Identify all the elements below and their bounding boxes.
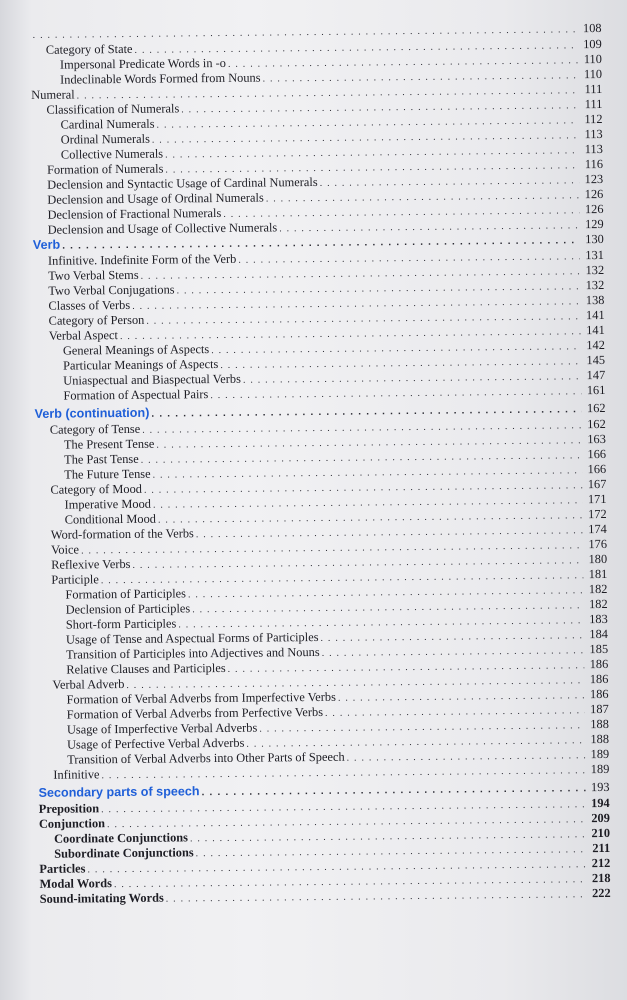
toc-entry-page: 180 xyxy=(588,551,608,567)
toc-entry-page: 130 xyxy=(585,231,604,247)
toc-entry-page: 166 xyxy=(587,461,607,477)
toc-entry-page: 189 xyxy=(590,746,610,762)
toc-entry-title: Infinitive xyxy=(53,767,100,782)
toc-entry-title: Ordinal Numerals xyxy=(60,131,150,147)
toc-entry-page: 126 xyxy=(584,186,604,202)
toc-entry-page: 211 xyxy=(592,840,611,856)
toc-entry-page: 183 xyxy=(589,611,608,627)
toc-entry-page: 222 xyxy=(591,885,611,901)
toc-entry-title: Cardinal Numerals xyxy=(60,116,155,132)
toc-entry-title: Secondary parts of speech xyxy=(38,784,200,800)
toc-entry-title: Two Verbal Conjugations xyxy=(48,282,175,298)
toc-entry-title: Particular Meanings of Aspects xyxy=(63,356,219,373)
toc-entry-page: 176 xyxy=(588,536,608,552)
toc-entry-title: Declension of Participles xyxy=(65,601,191,617)
toc-entry-title: Formation of Numerals xyxy=(46,161,164,177)
toc-entry-title: Word-formation of the Verbs xyxy=(50,526,194,542)
toc-entry-page: 126 xyxy=(584,201,604,217)
toc-entry-title: Collective Numerals xyxy=(60,146,164,162)
toc-entry-page: 141 xyxy=(585,307,605,323)
toc-entry-title: Two Verbal Stems xyxy=(48,267,139,283)
toc-entry-page: 145 xyxy=(586,352,606,368)
toc-entry-page: 189 xyxy=(590,761,610,777)
toc-entry-title: Conjunction xyxy=(38,816,106,831)
toc-entry-title: Formation of Aspectual Pairs xyxy=(63,387,209,403)
toc-entry-title: Transition of Verbal Adverbs into Other Parts of Speech xyxy=(67,749,345,767)
toc-entry-page: 172 xyxy=(588,506,607,522)
toc-entry-title: Modal Words xyxy=(39,876,113,891)
toc-entry-page: 142 xyxy=(586,337,605,353)
dot-leader xyxy=(210,384,581,403)
toc-entry-title: Formation of Participles xyxy=(65,586,187,602)
toc-entry-page: 111 xyxy=(584,81,603,97)
toc-entry-title: Indeclinable Words Formed from Nouns xyxy=(60,70,261,87)
toc-entry-title: Declension of Fractional Numerals xyxy=(47,205,222,222)
toc-entry-title: Category of Mood xyxy=(50,481,143,497)
toc-entry-title: Usage of Imperfective Verbal Adverbs xyxy=(66,720,258,737)
toc-entry-page: 194 xyxy=(591,795,610,811)
toc-entry-page: 129 xyxy=(584,216,604,232)
toc-entry-title: Verbal Aspect xyxy=(48,328,119,343)
toc-entry-page: 171 xyxy=(587,491,607,507)
toc-entry-page: 108 xyxy=(582,20,602,36)
toc-entry-title: Relative Clauses and Participles xyxy=(66,660,226,677)
toc-entry-title: Voice xyxy=(50,542,80,557)
toc-entry-page: 162 xyxy=(586,400,606,416)
toc-entry-title: General Meanings of Aspects xyxy=(62,342,210,358)
toc-entry-title: Category of State xyxy=(45,41,133,57)
toc-entry-page: 147 xyxy=(586,367,606,383)
toc-entry-page: 132 xyxy=(585,262,605,278)
toc-entry-title: Usage of Tense and Aspectual Forms of Participles xyxy=(65,629,319,647)
toc-entry-page: 188 xyxy=(590,716,609,732)
toc-entry-page: 110 xyxy=(583,51,602,67)
toc-entry-page: 131 xyxy=(585,247,605,263)
toc-entry-page: 210 xyxy=(591,825,611,841)
toc-entry-page: 167 xyxy=(587,476,607,492)
toc-entry-title: Verb (continuation) xyxy=(34,405,150,421)
toc-entry-title: Verbal Adverb xyxy=(52,676,125,692)
toc-entry-page: 212 xyxy=(591,855,611,871)
toc-entry-page: 161 xyxy=(586,382,606,398)
toc-entry-title: Imperative Mood xyxy=(64,496,152,512)
toc-entry-title: Transition of Participles into Adjectives and Nouns xyxy=(66,644,320,662)
toc-entry-title: The Future Tense xyxy=(64,466,151,482)
toc-entry-title: Infinitive. Indefinite Form of the Verb xyxy=(47,251,237,268)
toc-entry-page: 182 xyxy=(588,581,608,597)
toc-entry-title: Impersonal Predicate Words in -o xyxy=(59,55,227,72)
toc-entry-page: 138 xyxy=(585,292,605,308)
toc-entry-page: 182 xyxy=(588,596,608,612)
toc-entry-title: Category of Tense xyxy=(49,421,141,437)
toc-entry-page: 163 xyxy=(587,431,606,447)
toc-entry-page: 174 xyxy=(588,521,607,537)
toc-entry-title: Subordinate Conjunctions xyxy=(54,845,194,861)
toc-entry-title: Formation of Verbal Adverbs from Perfective Verbs xyxy=(66,704,324,722)
toc-entry-page: 110 xyxy=(583,66,603,82)
toc-entry-page: 181 xyxy=(588,566,608,582)
toc-entry-page: 162 xyxy=(587,416,606,432)
toc-entry-title: Verb xyxy=(32,237,61,252)
toc-entry-page: 112 xyxy=(584,111,603,127)
toc-entry-title: Category of Person xyxy=(48,312,145,328)
toc-entry-page: 188 xyxy=(590,731,610,747)
toc-entry-title: Declension and Usage of Ordinal Numerals xyxy=(47,190,264,207)
toc-entry-title: The Present Tense xyxy=(63,436,155,452)
toc-entry-title: Preposition xyxy=(38,801,100,816)
toc-entry-page: 123 xyxy=(584,171,604,187)
toc-entry-title: Short-form Participles xyxy=(65,616,177,632)
toc-entry-title: Numeral xyxy=(31,87,75,102)
toc-entry-title: Particles xyxy=(39,861,86,876)
toc-entry-page: 218 xyxy=(591,870,611,886)
dot-leader xyxy=(166,887,587,906)
toc-entry-title: Formation of Verbal Adverbs from Imperfective Verbs xyxy=(66,689,336,707)
toc-entry-title: Declension and Syntactic Usage of Cardinal Numerals xyxy=(47,174,318,192)
toc-entry-page: 209 xyxy=(591,810,610,826)
toc-entry-page: 193 xyxy=(590,779,610,795)
toc-entry-page: 184 xyxy=(589,626,609,642)
toc-entry-title: Classification of Numerals xyxy=(46,101,180,117)
toc-entry-title: Usage of Perfective Verbal Adverbs xyxy=(66,735,245,752)
toc-entry-page: 113 xyxy=(584,141,603,157)
toc-entry-title: Conditional Mood xyxy=(64,511,157,527)
toc-entry-page: 186 xyxy=(589,671,609,687)
toc-entry-title: Participle xyxy=(51,572,99,587)
toc-entry-page: 185 xyxy=(589,641,609,657)
toc-entry-page: 141 xyxy=(586,322,605,338)
toc-entry-title: Sound-imitating Words xyxy=(39,890,164,906)
toc-entry-page: 186 xyxy=(589,686,609,702)
toc-entry-title: The Past Tense xyxy=(64,451,139,467)
toc-entry-page: 109 xyxy=(583,36,602,52)
toc-entry-page: 186 xyxy=(589,656,609,672)
toc-entry-page: 187 xyxy=(590,701,609,717)
toc-entry-page: 166 xyxy=(587,446,607,462)
toc-entry-title: Uniaspectual and Biaspectual Verbs xyxy=(63,371,241,388)
toc-entry-page: 132 xyxy=(585,277,605,293)
toc-entry-page: 116 xyxy=(584,156,604,172)
toc-entry-title: Coordinate Conjunctions xyxy=(53,830,189,846)
toc-entry-title: Classes of Verbs xyxy=(48,297,131,313)
toc-entry-page: 113 xyxy=(584,126,603,142)
toc-entry-page: 111 xyxy=(584,96,603,112)
toc-entry-title: Declension and Usage of Collective Numerals xyxy=(47,220,278,237)
toc-entry-title: Reflexive Verbs xyxy=(51,556,131,572)
